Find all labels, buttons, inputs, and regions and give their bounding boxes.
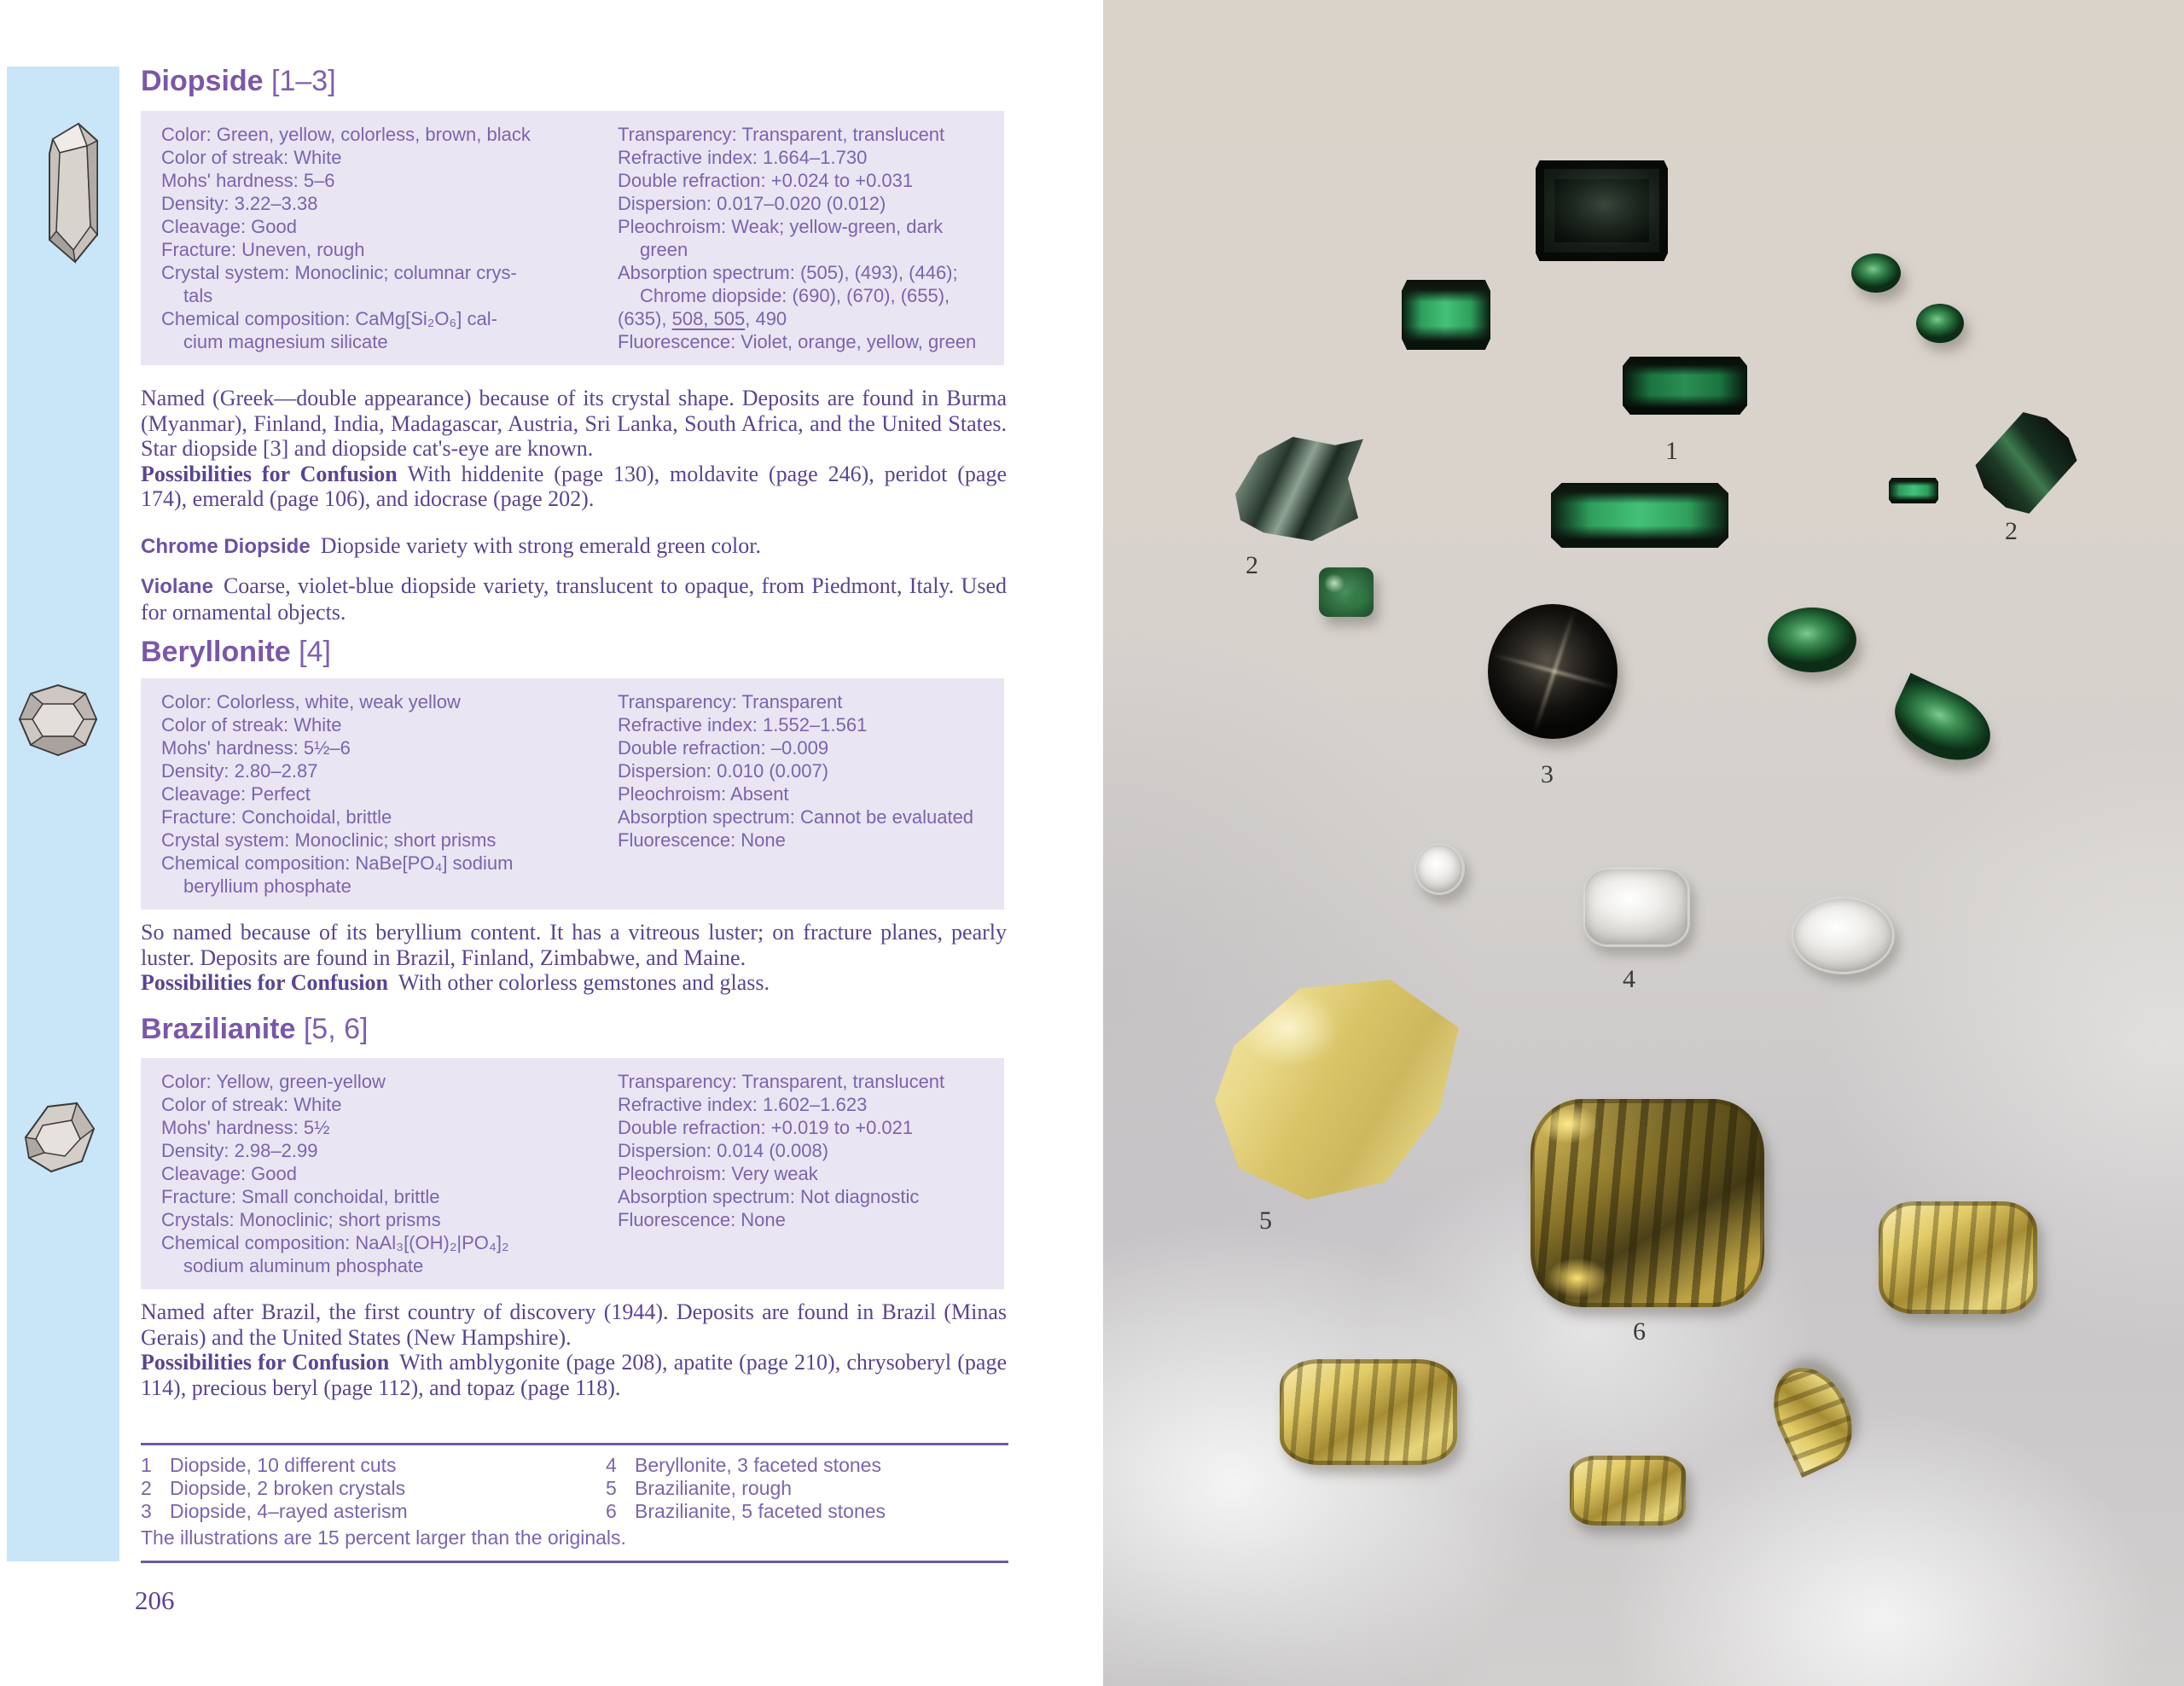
- gem-brazilianite-pear: [1759, 1355, 1867, 1478]
- caption-rule-bottom: [141, 1561, 1008, 1563]
- gem-diopside-baguette-long: [1551, 483, 1728, 548]
- gem-beryllonite-oval: [1791, 896, 1895, 974]
- section-title-diopside: Diopside [1–3]: [141, 65, 336, 97]
- diopside-crystal-drawing: [34, 115, 111, 269]
- diopside-properties-box: [141, 111, 1004, 365]
- photo-label-2b: 2: [2005, 517, 2018, 545]
- brazilianite-crystal-drawing: [15, 1096, 101, 1177]
- gem-brazilianite-cushion-small: [1570, 1456, 1686, 1526]
- gem-diopside-emerald-cut: [1402, 280, 1490, 350]
- diopside-properties-left: Color: Green, yellow, colorless, brown, black Color of streak: White Mohs' hardness: 5–6 Density: 3.22–3.38 Cleavage: Good Fracture: Uneven, rough Crystal system: Monoclinic; columnar crys- tals Chemical composition: CaMg[Si₂O₆] cal- cium magnesium silicate: [161, 124, 531, 352]
- gem-diopside-rectangle-tiny: [1889, 478, 1938, 503]
- gem-star-diopside-cabochon: [1488, 604, 1618, 739]
- beryllonite-properties-right: Transparency: Transparent Refractive index: 1.552–1.561 Double refraction: –0.009 Dispersion: 0.010 (0.007) Pleochroism: Absent Absorption spectrum: Cannot be evaluated Fluorescence: None: [618, 691, 974, 851]
- figure-ref: [4]: [299, 636, 331, 668]
- photo-label-3: 3: [1541, 760, 1554, 788]
- beryllonite-crystal-drawing: [15, 678, 101, 759]
- brazilianite-confusion: Possibilities for Confusion With amblygonite (page 208), apatite (page 210), chrysoberyl (page 114), precious beryl (page 112), and topaz (page 118).: [141, 1350, 1008, 1400]
- figure-ref: [1–3]: [271, 65, 336, 97]
- gem-brazilianite-cushion-right: [1879, 1201, 2037, 1314]
- gem-diopside-broken-crystal: [1235, 437, 1363, 541]
- beryllonite-confusion: Possibilities for Confusion With other colorless gemstones and glass.: [141, 970, 770, 995]
- caption-row: 3 Diopside, 4–rayed asterism 6 Brazilianite, 5 faceted stones: [141, 1500, 886, 1522]
- gem-diopside-green-oval-small-2: [1916, 304, 1964, 343]
- section-title-brazilianite: Brazilianite [5, 6]: [141, 1013, 369, 1045]
- caption-rule-top: [141, 1443, 1008, 1445]
- diopside-confusion: Possibilities for Confusion With hiddenite (page 130), moldavite (page 246), peridot (page 174), emerald (page 106), and idocrase (page 202).: [141, 461, 1007, 511]
- gem-brazilianite-cushion-large: [1531, 1099, 1764, 1307]
- beryllonite-properties-box: [141, 678, 1004, 910]
- brazilianite-properties-left: Color: Yellow, green-yellow Color of streak: White Mohs' hardness: 5½ Density: 2.98–2.99 Cleavage: Good Fracture: Small conchoidal, brittle Crystals: Monoclinic; short prisms Chemical composition: NaAl₃[(OH)₂|PO₄]₂ sodium aluminum phosphate: [161, 1071, 509, 1276]
- gemstone-photo-plate: [1103, 0, 2184, 1686]
- page-number: 206: [135, 1585, 175, 1615]
- gem-diopside-green-pear: [1883, 673, 2001, 775]
- photo-label-5: 5: [1259, 1206, 1272, 1235]
- brazilianite-properties-right: Transparency: Transparent, translucent Refractive index: 1.602–1.623 Double refraction: +0.019 to +0.021 Dispersion: 0.014 (0.008) Pleochroism: Very weak Absorption spectrum: Not diagnostic Fluorescence: None: [618, 1071, 945, 1230]
- gem-diopside-green-oval-medium: [1768, 608, 1856, 672]
- brazilianite-description: Named after Brazil, the first country of discovery (1944). Deposits are found in Brazil (Minas Gerais) and the United States (New Hampshire). Possibilities for Confusion With amblygonite (page 208), apatite (page 210), chrysoberyl (page 114), precious beryl (page 112), and topaz (page 118).: [141, 1299, 1008, 1400]
- gem-diopside-black-square-cut: [1536, 160, 1668, 261]
- photo-label-1: 1: [1665, 437, 1678, 465]
- gem-brazilianite-rough-crystal: [1215, 980, 1459, 1200]
- diopside-properties-right: Transparency: Transparent, translucent Refractive index: 1.664–1.730 Double refraction: +0.024 to +0.031 Dispersion: 0.017–0.020 (0.012) Pleochroism: Weak; yellow-green, dark green Absorption spectrum: (505), (493), (446); Chrome diopside: (690), (670), (655), (635), 508, 505, 490 Fluorescence: Violet, orange, yellow, green: [618, 124, 977, 352]
- gem-diopside-baguette-medium: [1623, 357, 1747, 415]
- plate-caption-list: [141, 1454, 1007, 1523]
- caption-note: The illustrations are 15 percent larger than the originals.: [141, 1526, 626, 1549]
- gem-brazilianite-cushion-left: [1280, 1359, 1457, 1465]
- caption-row: 2 Diopside, 2 broken crystals 5 Brazilianite, rough: [141, 1477, 793, 1499]
- diopside-description: Named (Greek—double appearance) because of its crystal shape. Deposits are found in Burma (Myanmar), Finland, India, Madagascar, Austria, Sri Lanka, South Africa, and the United States. Star diopside [3] and diopside cat's-eye are known. Possibilities for Confusion With hiddenite (page 130), moldavite (page 246), peridot (page 174), emerald (page 106), and idocrase (page 202).: [141, 386, 1007, 511]
- beryllonite-properties-left: Color: Colorless, white, weak yellow Color of streak: White Mohs' hardness: 5½–6 Density: 2.80–2.87 Cleavage: Perfect Fracture: Conchoidal, brittle Crystal system: Monoclinic; short prisms Chemical composition: NaBe[PO₄] sodium beryllium phosphate: [161, 691, 514, 897]
- absorption-values-line: (635), 508, 505, 490: [618, 308, 787, 329]
- brazilianite-properties-box: [141, 1058, 1004, 1289]
- section-title-beryllonite: Beryllonite [4]: [141, 636, 331, 668]
- gem-beryllonite-round: [1414, 842, 1465, 895]
- sidebar-strip: [7, 67, 119, 1561]
- beryllonite-description: So named because of its beryllium content. It has a vitreous luster; on fracture planes, pearly luster. Deposits are found in Brazil, Finland, Zimbabwe, and Maine. Possibilities for Confusion With other colorless gemstones and glass.: [141, 920, 1007, 995]
- gem-beryllonite-cushion: [1583, 867, 1690, 947]
- photo-label-2a: 2: [1246, 551, 1258, 579]
- chrome-diopside-variety: Chrome Diopside Diopside variety with strong emerald green color.: [141, 533, 761, 558]
- gem-diopside-rough-fragment: [1319, 567, 1374, 617]
- figure-ref: [5, 6]: [303, 1013, 369, 1045]
- photo-label-4: 4: [1623, 965, 1635, 993]
- gem-diopside-scissor-cut: [1968, 404, 2085, 522]
- gem-diopside-green-oval-small: [1851, 253, 1901, 293]
- photo-label-6: 6: [1633, 1317, 1646, 1346]
- violane-variety: Violane Coarse, violet-blue diopside variety, translucent to opaque, from Piedmont, Italy. Used for ornamental objects.: [141, 573, 1007, 625]
- star-ray: [1491, 653, 1618, 689]
- caption-row: 1 Diopside, 10 different cuts 4 Beryllonite, 3 faceted stones: [141, 1454, 881, 1476]
